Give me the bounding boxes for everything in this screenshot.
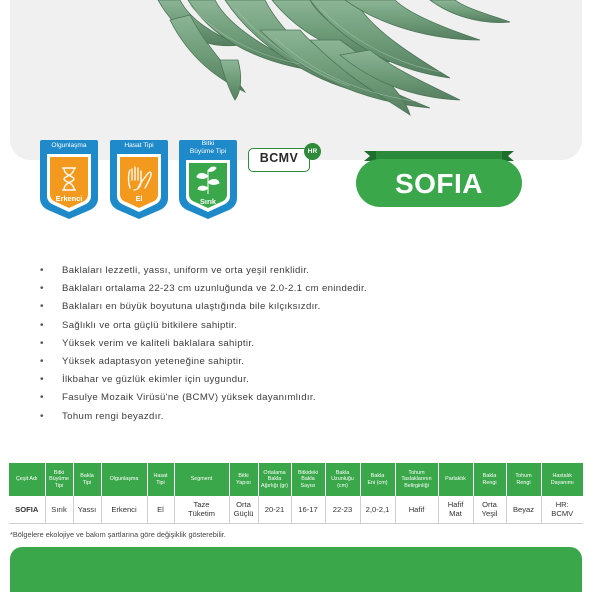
table-row <box>9 496 583 523</box>
table-header-cell-2 <box>73 463 101 496</box>
table-header-cell-text: Olgunlaşma <box>109 476 139 483</box>
table-header-cell-7 <box>258 463 291 496</box>
bcmv-resistance-badge <box>246 143 324 177</box>
feature-item: • Tohum rengi beyazdır. <box>40 408 560 426</box>
table-header-cell-text: Bakla <box>301 476 315 483</box>
table-cell-text: 16-17 <box>298 504 318 514</box>
hr-tag: HR <box>304 143 321 160</box>
feature-item: • Fasulye Mozaik Virüsü'ne (BCMV) yüksek dayanımlıdır. <box>40 389 560 407</box>
table-header-cell-text: Dayanımı <box>550 479 574 486</box>
table-cell-13 <box>473 496 506 523</box>
table-header-cell-text: Bakla <box>335 469 350 476</box>
feature-item: • Yüksek verim ve kaliteli baklalara sahiptir. <box>40 335 560 353</box>
table-header-cell-text: Rengi <box>516 479 531 486</box>
bcmv-label: BCMV <box>259 151 299 165</box>
table-cell-15 <box>541 496 583 523</box>
feature-item: • İlkbahar ve güzlük ekimler için uygundur. <box>40 371 560 389</box>
badge-growth-title-2: Büyüme Tipi <box>189 148 227 155</box>
table-cell-text: Sırık <box>51 504 67 514</box>
table-header-cell-9 <box>325 463 360 496</box>
table-header-cell-text: Tipi <box>82 479 92 486</box>
feature-item: • Baklaları lezzetli, yassı, uniform ve orta yeşil renklidir. <box>40 262 560 280</box>
table-header-cell-text: Tohum <box>408 469 425 476</box>
table-header-cell-text: Sayısı <box>300 482 316 489</box>
table-cell-4 <box>147 496 174 523</box>
badge-shield-shape <box>108 138 170 220</box>
table-cell-5 <box>174 496 229 523</box>
footer-band <box>10 547 582 592</box>
table-cell-text: Hafif <box>447 500 464 510</box>
table-cell-text: Mat <box>449 509 462 519</box>
table-cell-text: Yeşil <box>481 509 498 519</box>
table-cell-12 <box>438 496 473 523</box>
table-header-cell-15 <box>541 463 583 496</box>
table-cell-text: Beyaz <box>512 504 535 514</box>
table-cell-text: Taze <box>193 500 210 510</box>
table-cell-text: BCMV <box>551 509 574 519</box>
table-header-cell-text: Büyüme <box>49 476 69 483</box>
table-cell-11 <box>395 496 438 523</box>
footnote: *Bölgelere ekolojiye ve bakım şartlarına göre değişiklik gösterebilir. <box>10 530 226 539</box>
table-header-cell-text: Rengi <box>482 479 497 486</box>
table-cell-text: 22-23 <box>332 504 353 514</box>
table-cell-text: Orta <box>236 500 251 510</box>
table-header-cell-11 <box>395 463 438 496</box>
feature-item: • Baklaları en büyük boyutuna ulaştığında bile kılçıksızdır. <box>40 298 560 316</box>
badge-maturity-value: Erkenci <box>55 194 83 203</box>
badge-growth-value: Sırık <box>199 197 217 206</box>
table-header-cell-text: Bakla <box>267 476 282 483</box>
table-header-cell-0 <box>9 463 45 496</box>
table-header-cell-text: Ağırlığı (gr) <box>261 482 288 489</box>
table-header-cell-14 <box>506 463 541 496</box>
table-cell-text: Orta <box>482 500 497 510</box>
table-cell-8 <box>291 496 325 523</box>
table-cell-3 <box>101 496 147 523</box>
table-cell-text: Güçlü <box>233 509 254 519</box>
table-cell-text: 2,0-2,1 <box>365 504 390 514</box>
table-cell-text: Hafif <box>408 504 425 514</box>
table-header-cell-text: Yapısı <box>236 479 251 486</box>
table-cell-text: SOFIA <box>15 504 39 514</box>
table-cell-10 <box>360 496 395 523</box>
table-header-cell-text: Taslaklarının <box>401 476 432 483</box>
badge-maturity-title: Olgunlaşma <box>51 142 87 149</box>
table-header-cell-text: Ortalama <box>263 469 286 476</box>
table-cell-2 <box>73 496 101 523</box>
table-cell-0 <box>9 496 45 523</box>
table-header-cell-5 <box>174 463 229 496</box>
table-header-cell-8 <box>291 463 325 496</box>
badge-harvest-type <box>108 138 170 220</box>
table-header-cell-text: Tipi <box>54 482 64 489</box>
table-header-cell-4 <box>147 463 174 496</box>
table-cell-text: Yassı <box>77 504 97 514</box>
feature-list <box>40 262 560 426</box>
table-header-cell-1 <box>45 463 73 496</box>
table-header-cell-text: Bakla <box>482 473 497 480</box>
feature-item: • Yüksek adaptasyon yeteneğine sahiptir. <box>40 353 560 371</box>
table-header-cell-text: Bakla <box>370 473 385 480</box>
table-header-cell-6 <box>229 463 258 496</box>
table-header-cell-text: Segment <box>190 476 213 483</box>
table-header-cell-text: Bitki <box>238 473 249 480</box>
table-cell-text: Tüketim <box>187 509 215 519</box>
table-cell-9 <box>325 496 360 523</box>
table-cell-text: El <box>157 504 164 514</box>
badge-maturity <box>38 138 100 220</box>
badge-harvest-title: Hasat Tipi <box>124 142 154 149</box>
table-header-cell-text: (cm) <box>337 482 348 489</box>
table-header-cell-text: Eni (cm) <box>367 479 388 486</box>
table-cell-text: Erkenci <box>111 504 137 514</box>
badge-growth-title-1: Bitki <box>201 140 215 147</box>
feature-item: • Sağlıklı ve orta güçlü bitkilere sahiptir. <box>40 317 560 335</box>
badge-growth-type <box>177 138 239 220</box>
green-beans-illustration <box>10 0 582 160</box>
variety-ribbon <box>356 149 522 211</box>
table-header-row <box>9 463 583 496</box>
table-header-cell-text: Bitki <box>53 469 65 476</box>
table-header-cell-10 <box>360 463 395 496</box>
feature-item: • Baklaları ortalama 22-23 cm uzunluğunda ve 2.0-2.1 cm enindedir. <box>40 280 560 298</box>
product-photo <box>10 0 582 160</box>
table-cell-6 <box>229 496 258 523</box>
table-header-cell-text: Hasat <box>153 473 168 480</box>
table-header-cell-text: Çeşit Adı <box>15 476 38 483</box>
table-header-cell-13 <box>473 463 506 496</box>
table-header-cell-text: Hastalık <box>552 473 572 480</box>
table-header-cell-text: Parlaklık <box>445 476 466 483</box>
badge-harvest-value: El <box>135 194 143 203</box>
badge-shield-shape <box>38 138 100 220</box>
table-cell-text: HR: <box>555 500 569 510</box>
table-cell-text: 20-21 <box>264 504 285 514</box>
table-header-cell-text: Belirginliği <box>404 482 429 489</box>
variety-name: SOFIA <box>394 168 484 199</box>
table-header-cell-12 <box>438 463 473 496</box>
spec-table <box>9 463 583 524</box>
table-cell-1 <box>45 496 73 523</box>
table-header-cell-text: Tipi <box>156 479 165 486</box>
table-header-cell-text: Bakla <box>80 473 94 480</box>
table-cell-7 <box>258 496 291 523</box>
table-header-cell-text: Tohum <box>515 473 532 480</box>
table-cell-14 <box>506 496 541 523</box>
table-header-cell-text: Bitkideki <box>297 469 319 476</box>
table-header-cell-3 <box>101 463 147 496</box>
table-header-cell-text: Uzunluğu <box>331 476 354 483</box>
